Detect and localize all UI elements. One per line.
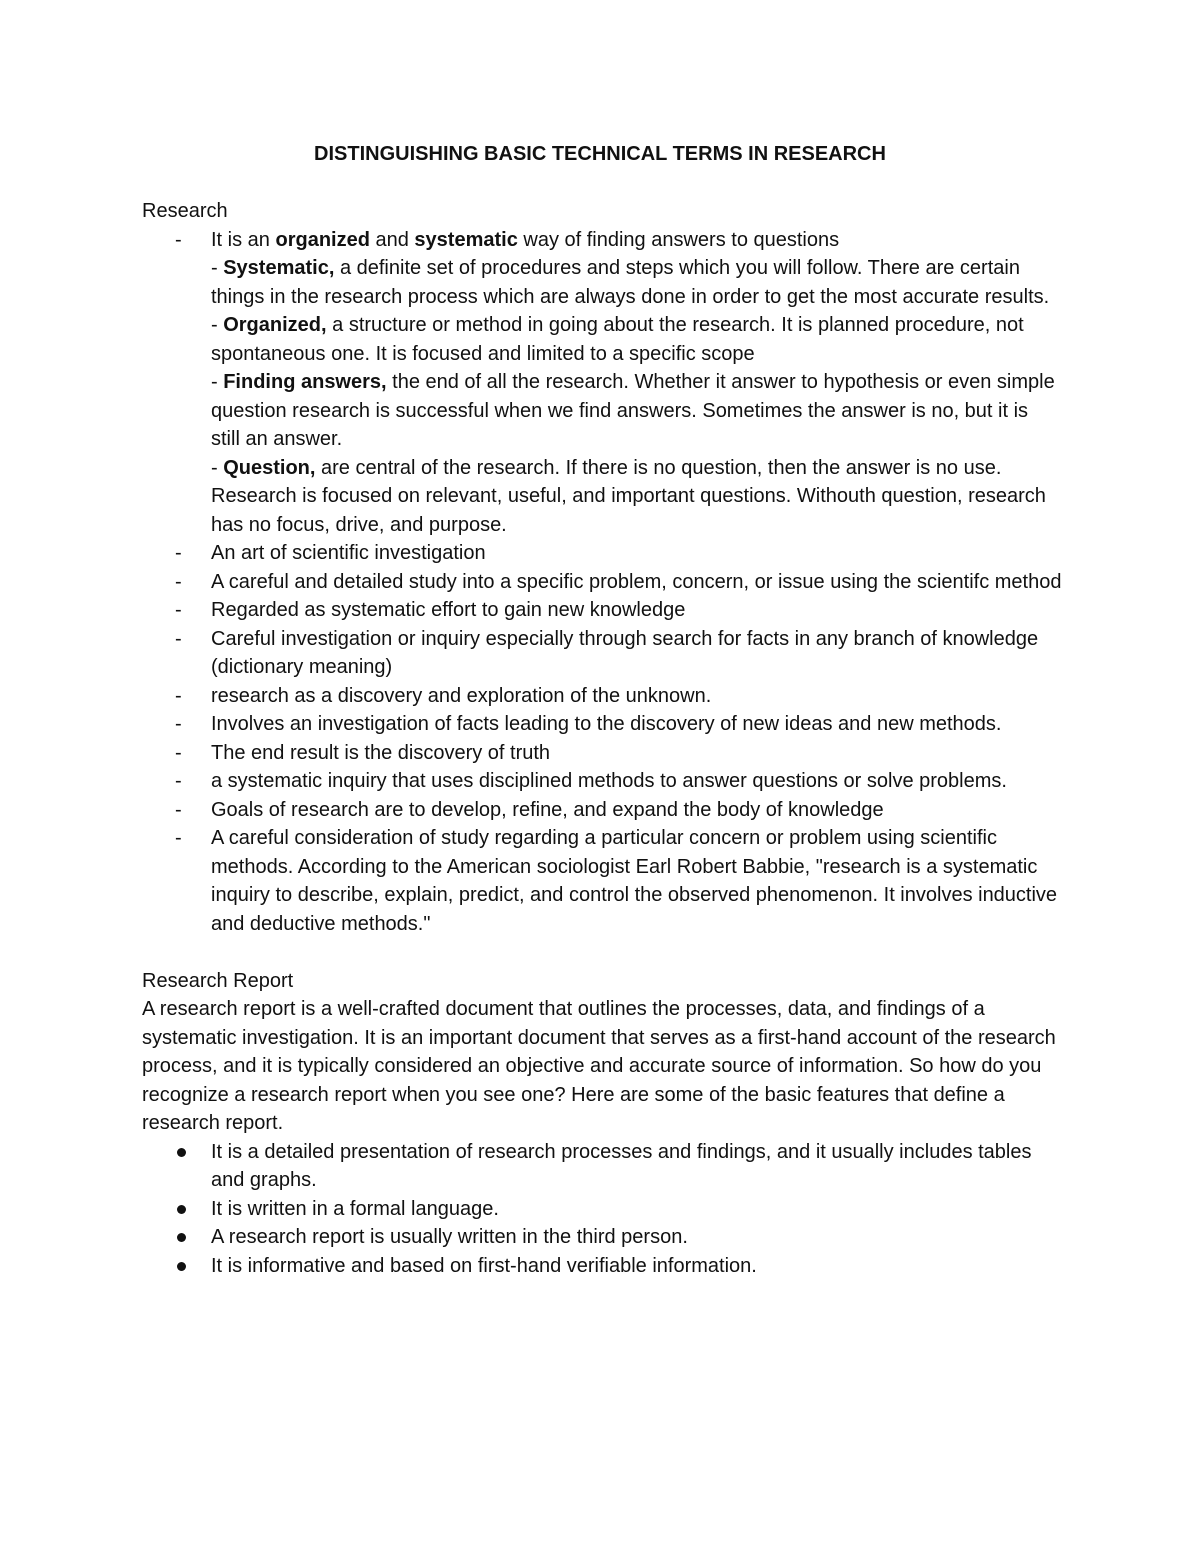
bullet-dot-icon — [177, 1205, 186, 1214]
bold-term: systematic — [414, 228, 518, 251]
item-text: Involves an investigation of facts leading to the discovery of new ideas and new methods. — [211, 713, 1002, 735]
section-spacer — [142, 938, 1062, 967]
list-item — [142, 539, 1062, 568]
list-item — [142, 568, 1062, 597]
research-heading: Research — [142, 200, 228, 222]
sub-text: a structure or method in going about the research. It is planned procedure, not spontaneous one. It is focused and limited to a specific scope — [211, 314, 1024, 365]
item-text: research as a discovery and exploration of the unknown. — [211, 684, 712, 707]
item-text: A research report is usually written in the third person. — [211, 1226, 688, 1248]
item-text: An art of scientific investigation — [211, 542, 486, 564]
list-item — [142, 1223, 1062, 1252]
bullet-dot-icon — [177, 1148, 186, 1157]
dash-marker: - — [175, 542, 182, 564]
dash-marker: - — [175, 627, 182, 650]
list-item — [142, 710, 1062, 739]
item-text-part: It is an — [211, 228, 276, 251]
dash-marker: - — [175, 599, 182, 621]
sub-term: Question, — [223, 456, 316, 479]
research-report-bullet-list — [142, 1138, 1062, 1281]
sub-item-organized — [211, 311, 1062, 368]
dash-marker: - — [175, 228, 182, 251]
document-title: DISTINGUISHING BASIC TECHNICAL TERMS IN RESEARCH — [314, 143, 886, 165]
item-text: It is informative and based on first-hand verifiable information. — [211, 1254, 757, 1277]
bullet-dot-icon — [177, 1233, 186, 1242]
sub-item-systematic — [211, 254, 1062, 311]
list-item — [142, 796, 1062, 825]
research-dash-list — [142, 226, 1062, 939]
bullet-dot-icon — [177, 1262, 186, 1271]
sub-text: a definite set of procedures and steps which you will follow. There are certain things in the research process which are always done in order to get the most accurate results. — [211, 257, 1050, 308]
list-item — [142, 226, 1062, 540]
bold-term: organized — [275, 228, 370, 251]
item-text: It is a detailed presentation of research processes and findings, and it usually includes tables and graphs. — [211, 1140, 1032, 1191]
list-item — [142, 739, 1062, 768]
item-text: The end result is the discovery of truth — [211, 741, 551, 764]
item-text — [211, 229, 839, 251]
list-item — [142, 767, 1062, 796]
sub-item-finding-answers — [211, 368, 1062, 454]
item-text: Careful investigation or inquiry especially through search for facts in any branch of knowledge (dictionary meaning) — [211, 627, 1039, 678]
item-text: It is written in a formal language. — [211, 1197, 499, 1220]
item-text-part: way of finding answers to questions — [517, 228, 840, 251]
sub-prefix: - — [211, 314, 224, 336]
dash-marker: - — [175, 684, 182, 707]
sub-prefix: - — [211, 257, 224, 279]
item-text: A careful and detailed study into a specific problem, concern, or issue using the scientifc method — [211, 570, 1062, 593]
item-text-part: and — [369, 228, 415, 251]
list-item — [142, 596, 1062, 625]
sub-item-question — [211, 454, 1062, 540]
sub-text: are central of the research. If there is no question, then the answer is no use. Research is focused on relevant, useful, and important questions. Withouth question, research has no focus, drive, and purpose. — [211, 456, 1046, 536]
sub-term: Organized, — [223, 314, 327, 336]
sub-term: Systematic, — [223, 257, 335, 279]
research-report-paragraph: A research report is a well-crafted document that outlines the processes, data, and findings of a systematic investigation. It is an important document that serves as a first-hand account of the research process, and it is typically considered an objective and accurate source of information. So how do you recognize a research report when you see one? Here are some of the basic features that define a research report. — [142, 998, 1056, 1134]
list-item — [142, 682, 1062, 711]
list-item — [142, 824, 1062, 938]
sub-prefix: - — [211, 456, 224, 479]
item-text: a systematic inquiry that uses disciplined methods to answer questions or solve problems. — [211, 770, 1007, 792]
list-item — [142, 1252, 1062, 1281]
dash-marker: - — [175, 798, 182, 821]
sub-text: the end of all the research. Whether it answer to hypothesis or even simple question research is successful when we find answers. Sometimes the answer is no, but it is still an answer. — [211, 371, 1055, 450]
dash-marker: - — [175, 570, 182, 593]
sub-prefix: - — [211, 371, 224, 393]
research-report-heading: Research Report — [142, 969, 294, 992]
dash-marker: - — [175, 827, 182, 849]
document-body — [142, 197, 1062, 1280]
dash-marker: - — [175, 713, 182, 735]
list-item — [142, 625, 1062, 682]
dash-marker: - — [175, 770, 182, 792]
list-item — [142, 1138, 1062, 1195]
list-item — [142, 1195, 1062, 1224]
item-text: Regarded as systematic effort to gain new knowledge — [211, 599, 686, 621]
item-text: Goals of research are to develop, refine, and expand the body of knowledge — [211, 798, 884, 821]
sub-term: Finding answers, — [223, 371, 387, 393]
dash-marker: - — [175, 741, 182, 764]
item-text: A careful consideration of study regarding a particular concern or problem using scientific methods. According to the American sociologist Earl Robert Babbie, "research is a systematic inquiry to describe, explain, predict, and control the observed phenomenon. It involves inductive and deductive methods." — [211, 827, 1058, 935]
